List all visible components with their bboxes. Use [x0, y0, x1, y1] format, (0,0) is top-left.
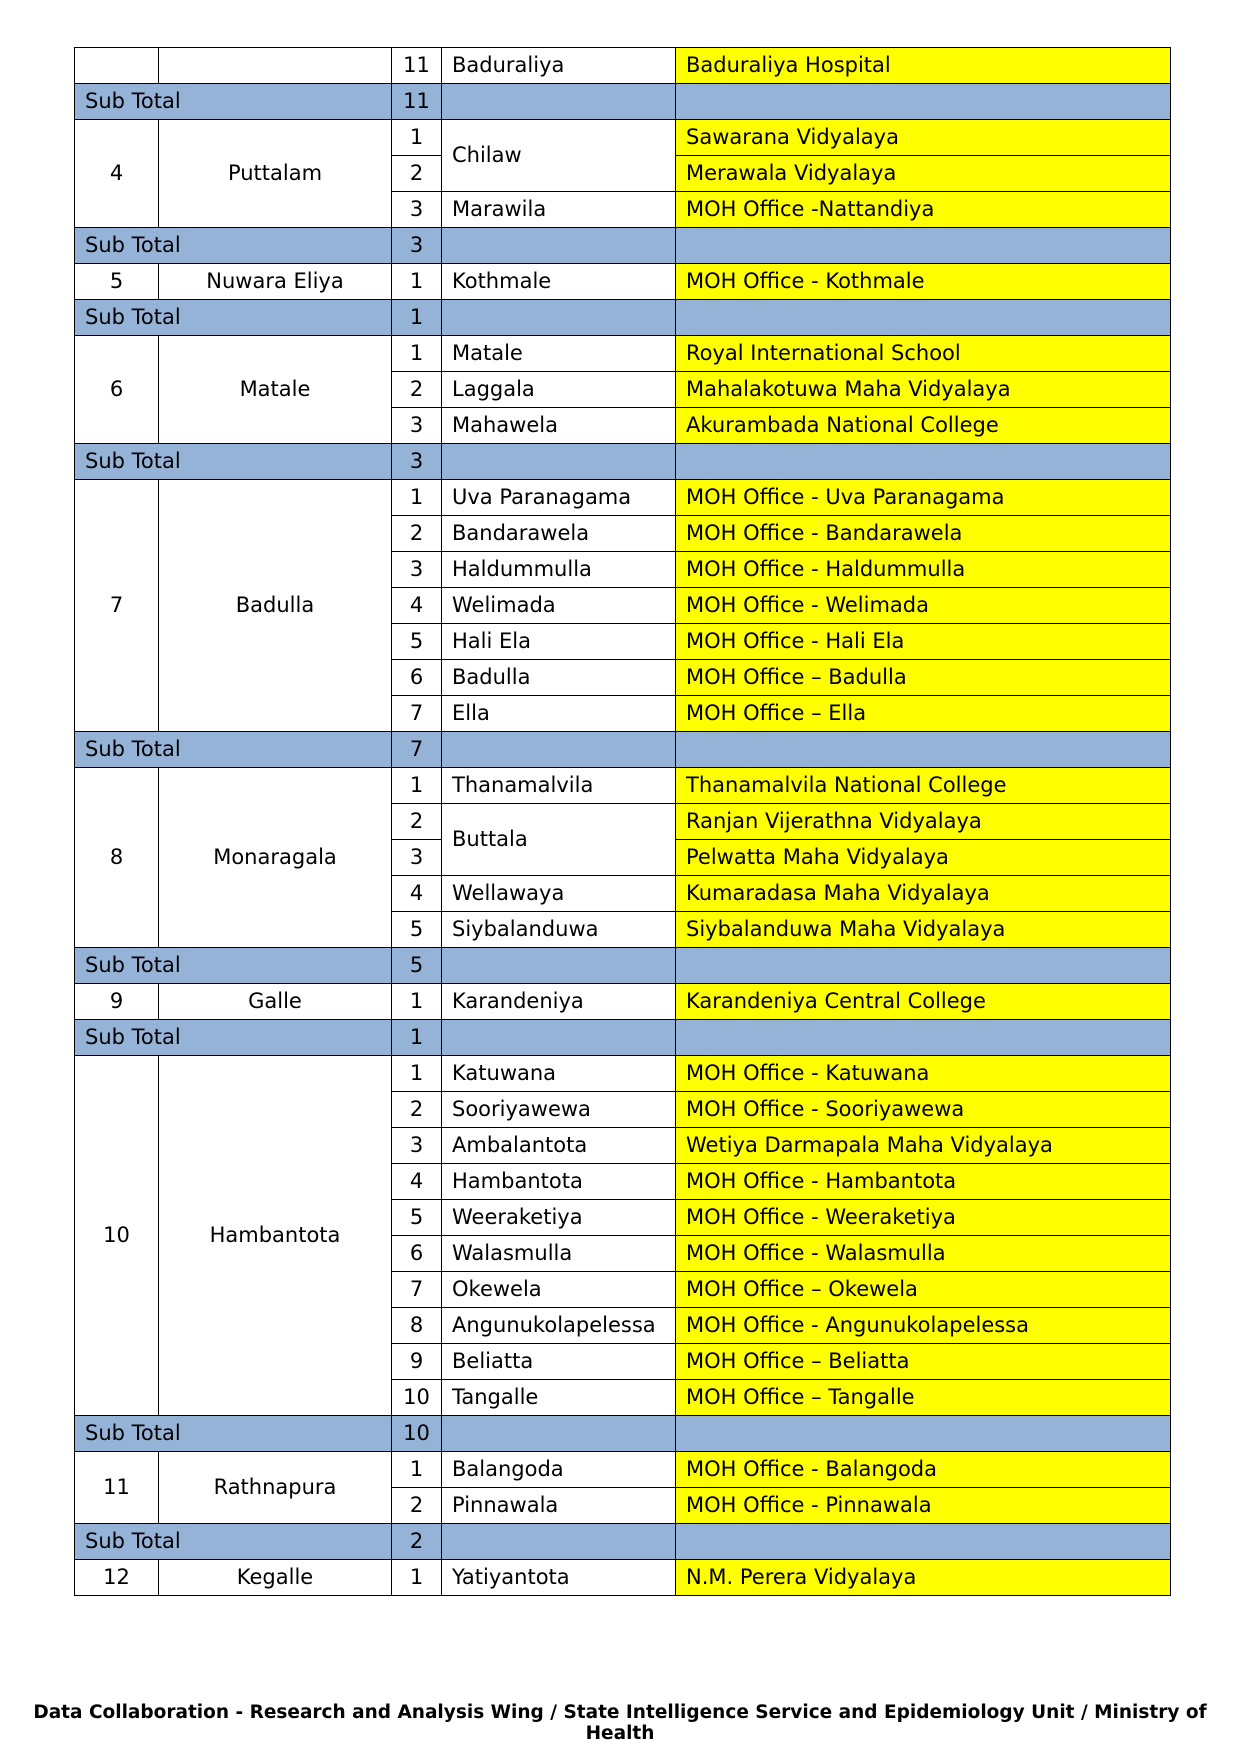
subtotal-row — [75, 1416, 1171, 1452]
subtotal-empty-cell — [676, 1524, 1171, 1560]
subtotal-empty-cell — [676, 948, 1171, 984]
subtotal-row — [75, 84, 1171, 120]
district-number-cell: 7 — [75, 480, 159, 732]
subtotal-empty-cell — [676, 444, 1171, 480]
subtotal-empty-cell — [442, 1020, 676, 1056]
moh-area-cell: Angunukolapelessa — [442, 1308, 676, 1344]
location-cell: MOH Office - Uva Paranagama — [676, 480, 1171, 516]
district-name-cell: Matale — [159, 336, 392, 444]
subtotal-empty-cell — [442, 1524, 676, 1560]
row-number-cell: 7 — [392, 696, 442, 732]
subtotal-empty-cell — [676, 732, 1171, 768]
subtotal-label: Sub Total — [75, 300, 392, 336]
moh-area-cell: Balangoda — [442, 1452, 676, 1488]
row-number-cell: 1 — [392, 120, 442, 156]
row-number-cell: 3 — [392, 1128, 442, 1164]
subtotal-value: 5 — [392, 948, 442, 984]
location-cell: MOH Office – Badulla — [676, 660, 1171, 696]
subtotal-empty-cell — [676, 1020, 1171, 1056]
table-row — [75, 48, 1171, 84]
location-cell: Karandeniya Central College — [676, 984, 1171, 1020]
row-number-cell: 9 — [392, 1344, 442, 1380]
moh-area-cell: Hali Ela — [442, 624, 676, 660]
row-number-cell: 1 — [392, 1452, 442, 1488]
moh-area-cell: Badulla — [442, 660, 676, 696]
subtotal-row — [75, 1524, 1171, 1560]
location-cell: MOH Office - Pinnawala — [676, 1488, 1171, 1524]
row-number-cell: 2 — [392, 1092, 442, 1128]
subtotal-value: 10 — [392, 1416, 442, 1452]
moh-area-cell: Pinnawala — [442, 1488, 676, 1524]
subtotal-row — [75, 444, 1171, 480]
moh-area-cell: Matale — [442, 336, 676, 372]
location-cell: Thanamalvila National College — [676, 768, 1171, 804]
subtotal-label: Sub Total — [75, 732, 392, 768]
subtotal-row — [75, 300, 1171, 336]
district-number-cell: 6 — [75, 336, 159, 444]
location-cell: MOH Office - Bandarawela — [676, 516, 1171, 552]
location-cell: Siybalanduwa Maha Vidyalaya — [676, 912, 1171, 948]
location-cell: Mahalakotuwa Maha Vidyalaya — [676, 372, 1171, 408]
moh-area-cell: Chilaw — [442, 120, 676, 192]
subtotal-value: 2 — [392, 1524, 442, 1560]
row-number-cell: 5 — [392, 624, 442, 660]
subtotal-empty-cell — [442, 732, 676, 768]
location-cell: Royal International School — [676, 336, 1171, 372]
moh-area-cell: Katuwana — [442, 1056, 676, 1092]
location-cell: MOH Office - Hali Ela — [676, 624, 1171, 660]
subtotal-empty-cell — [442, 300, 676, 336]
location-cell: MOH Office – Ella — [676, 696, 1171, 732]
subtotal-label: Sub Total — [75, 444, 392, 480]
subtotal-row — [75, 1020, 1171, 1056]
location-cell: N.M. Perera Vidyalaya — [676, 1560, 1171, 1596]
subtotal-empty-cell — [676, 1416, 1171, 1452]
subtotal-value: 1 — [392, 300, 442, 336]
location-cell: Pelwatta Maha Vidyalaya — [676, 840, 1171, 876]
footer-credit: Data Collaboration - Research and Analysis Wing / State Intelligence Service and Epidemiology Unit / Ministry of Health — [33, 1702, 1207, 1744]
subtotal-empty-cell — [442, 444, 676, 480]
row-number-cell: 4 — [392, 1164, 442, 1200]
moh-area-cell: Marawila — [442, 192, 676, 228]
district-number-cell: 12 — [75, 1560, 159, 1596]
row-number-cell: 1 — [392, 984, 442, 1020]
subtotal-empty-cell — [676, 84, 1171, 120]
table-row — [75, 264, 1171, 300]
subtotal-empty-cell — [442, 948, 676, 984]
moh-area-cell: Baduraliya — [442, 48, 676, 84]
location-cell: Baduraliya Hospital — [676, 48, 1171, 84]
row-number-cell: 5 — [392, 912, 442, 948]
row-number-cell: 7 — [392, 1272, 442, 1308]
location-cell: Merawala Vidyalaya — [676, 156, 1171, 192]
table-row — [75, 1056, 1171, 1092]
row-number-cell: 1 — [392, 768, 442, 804]
location-cell: Akurambada National College — [676, 408, 1171, 444]
moh-area-cell: Karandeniya — [442, 984, 676, 1020]
moh-area-cell: Haldummulla — [442, 552, 676, 588]
moh-area-cell: Bandarawela — [442, 516, 676, 552]
subtotal-empty-cell — [442, 1416, 676, 1452]
moh-area-cell: Laggala — [442, 372, 676, 408]
subtotal-label: Sub Total — [75, 228, 392, 264]
table-row — [75, 480, 1171, 516]
location-cell: MOH Office – Okewela — [676, 1272, 1171, 1308]
subtotal-empty-cell — [676, 300, 1171, 336]
row-number-cell: 1 — [392, 480, 442, 516]
table-row — [75, 336, 1171, 372]
row-number-cell: 3 — [392, 552, 442, 588]
location-cell: Wetiya Darmapala Maha Vidyalaya — [676, 1128, 1171, 1164]
subtotal-label: Sub Total — [75, 948, 392, 984]
district-name-cell: Rathnapura — [159, 1452, 392, 1524]
table-row — [75, 768, 1171, 804]
district-number-cell: 9 — [75, 984, 159, 1020]
row-number-cell: 3 — [392, 840, 442, 876]
district-name-cell: Monaragala — [159, 768, 392, 948]
table-row — [75, 120, 1171, 156]
row-number-cell: 1 — [392, 336, 442, 372]
district-number-cell — [75, 48, 159, 84]
moh-area-cell: Okewela — [442, 1272, 676, 1308]
moh-area-cell: Thanamalvila — [442, 768, 676, 804]
location-cell: MOH Office - Weeraketiya — [676, 1200, 1171, 1236]
district-name-cell — [159, 48, 392, 84]
subtotal-row — [75, 732, 1171, 768]
district-number-cell: 11 — [75, 1452, 159, 1524]
table-row — [75, 984, 1171, 1020]
table-row — [75, 1452, 1171, 1488]
district-number-cell: 5 — [75, 264, 159, 300]
subtotal-empty-cell — [442, 228, 676, 264]
table-row — [75, 1560, 1171, 1596]
district-name-cell: Hambantota — [159, 1056, 392, 1416]
moh-area-cell: Kothmale — [442, 264, 676, 300]
district-number-cell: 4 — [75, 120, 159, 228]
subtotal-empty-cell — [676, 228, 1171, 264]
district-number-cell: 8 — [75, 768, 159, 948]
subtotal-label: Sub Total — [75, 1020, 392, 1056]
location-cell: Ranjan Vijerathna Vidyalaya — [676, 804, 1171, 840]
subtotal-value: 3 — [392, 228, 442, 264]
location-cell: MOH Office - Haldummulla — [676, 552, 1171, 588]
row-number-cell: 1 — [392, 264, 442, 300]
row-number-cell: 2 — [392, 516, 442, 552]
row-number-cell: 4 — [392, 588, 442, 624]
moh-area-cell: Hambantota — [442, 1164, 676, 1200]
moh-area-cell: Ambalantota — [442, 1128, 676, 1164]
district-name-cell: Galle — [159, 984, 392, 1020]
location-cell: MOH Office - Hambantota — [676, 1164, 1171, 1200]
row-number-cell: 3 — [392, 408, 442, 444]
row-number-cell: 3 — [392, 192, 442, 228]
moh-area-cell: Yatiyantota — [442, 1560, 676, 1596]
moh-area-cell: Sooriyawewa — [442, 1092, 676, 1128]
row-number-cell: 1 — [392, 1056, 442, 1092]
location-cell: MOH Office – Beliatta — [676, 1344, 1171, 1380]
location-cell: MOH Office - Welimada — [676, 588, 1171, 624]
row-number-cell: 6 — [392, 660, 442, 696]
row-number-cell: 4 — [392, 876, 442, 912]
subtotal-label: Sub Total — [75, 1416, 392, 1452]
district-name-cell: Puttalam — [159, 120, 392, 228]
subtotal-label: Sub Total — [75, 1524, 392, 1560]
moh-area-cell: Siybalanduwa — [442, 912, 676, 948]
moh-area-cell: Weeraketiya — [442, 1200, 676, 1236]
district-name-cell: Kegalle — [159, 1560, 392, 1596]
moh-area-cell: Mahawela — [442, 408, 676, 444]
location-cell: Kumaradasa Maha Vidyalaya — [676, 876, 1171, 912]
table-body — [75, 48, 1171, 1596]
location-cell: MOH Office - Katuwana — [676, 1056, 1171, 1092]
location-cell: MOH Office - Kothmale — [676, 264, 1171, 300]
subtotal-value: 11 — [392, 84, 442, 120]
row-number-cell: 1 — [392, 1560, 442, 1596]
location-cell: MOH Office - Balangoda — [676, 1452, 1171, 1488]
moh-area-cell: Beliatta — [442, 1344, 676, 1380]
location-cell: MOH Office - Sooriyawewa — [676, 1092, 1171, 1128]
location-cell: MOH Office - Walasmulla — [676, 1236, 1171, 1272]
moh-area-cell: Ella — [442, 696, 676, 732]
row-number-cell: 10 — [392, 1380, 442, 1416]
district-name-cell: Badulla — [159, 480, 392, 732]
moh-area-cell: Walasmulla — [442, 1236, 676, 1272]
row-number-cell: 2 — [392, 156, 442, 192]
row-number-cell: 6 — [392, 1236, 442, 1272]
subtotal-value: 7 — [392, 732, 442, 768]
location-cell: Sawarana Vidyalaya — [676, 120, 1171, 156]
subtotal-row — [75, 228, 1171, 264]
moh-area-cell: Buttala — [442, 804, 676, 876]
subtotal-empty-cell — [442, 84, 676, 120]
row-number-cell: 2 — [392, 1488, 442, 1524]
district-name-cell: Nuwara Eliya — [159, 264, 392, 300]
subtotal-value: 3 — [392, 444, 442, 480]
subtotal-row — [75, 948, 1171, 984]
location-cell: MOH Office - Angunukolapelessa — [676, 1308, 1171, 1344]
row-number-cell: 2 — [392, 804, 442, 840]
subtotal-label: Sub Total — [75, 84, 392, 120]
subtotal-value: 1 — [392, 1020, 442, 1056]
vaccination-centers-table — [74, 47, 1171, 1596]
location-cell: MOH Office – Tangalle — [676, 1380, 1171, 1416]
moh-area-cell: Welimada — [442, 588, 676, 624]
moh-area-cell: Wellawaya — [442, 876, 676, 912]
row-number-cell: 8 — [392, 1308, 442, 1344]
row-number-cell: 2 — [392, 372, 442, 408]
location-cell: MOH Office -Nattandiya — [676, 192, 1171, 228]
row-number-cell: 5 — [392, 1200, 442, 1236]
district-number-cell: 10 — [75, 1056, 159, 1416]
moh-area-cell: Tangalle — [442, 1380, 676, 1416]
row-number-cell: 11 — [392, 48, 442, 84]
moh-area-cell: Uva Paranagama — [442, 480, 676, 516]
